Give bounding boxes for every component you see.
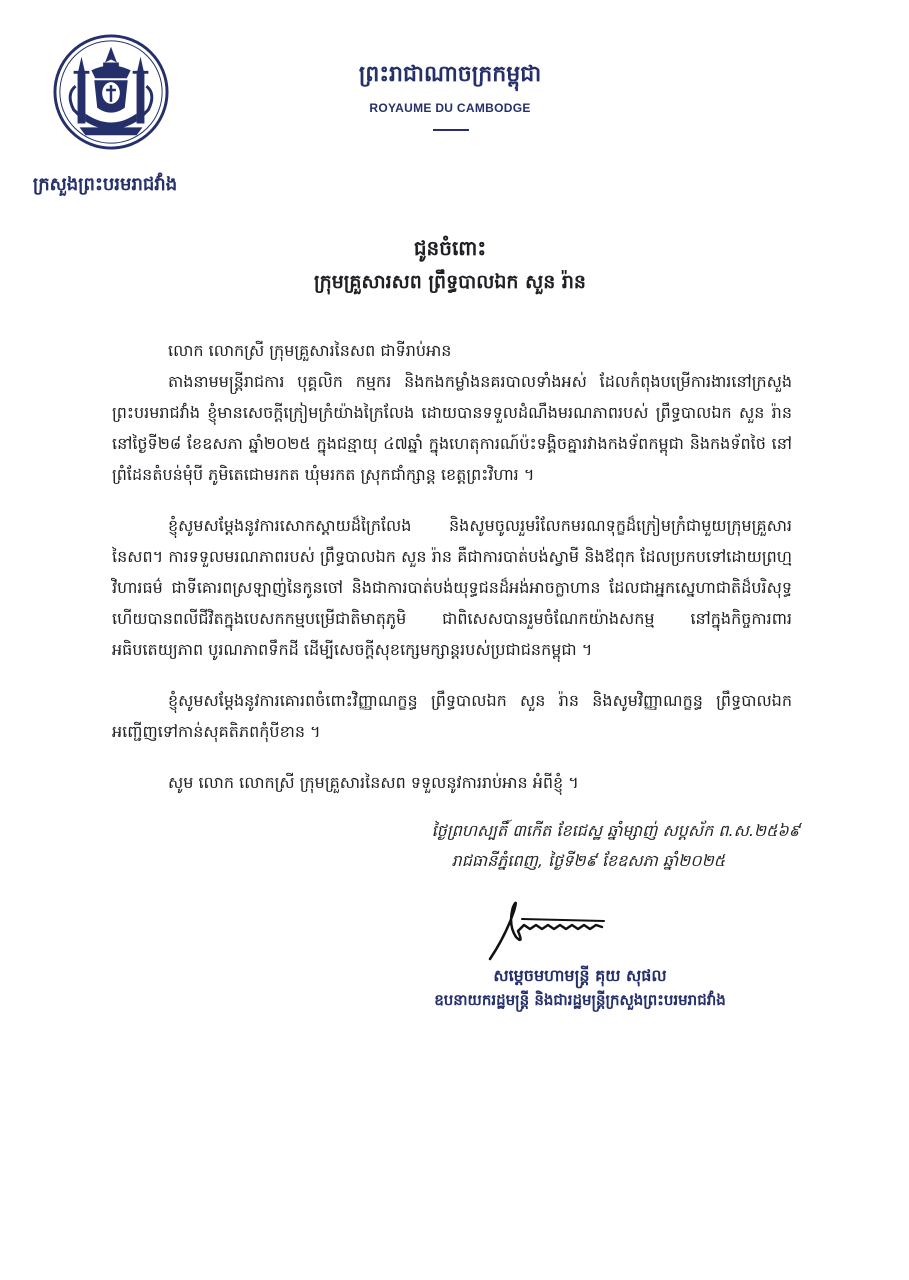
place-date: រាជធានីភ្នំពេញ, ថ្ងៃទី២៩ ខែឧសភា ឆ្នាំ២០២៥: [451, 851, 725, 870]
lunar-date: ថ្ងៃព្រហស្បតិ៍ ៣កើត ខែជេស្ឋ ឆ្នាំម្សាញ់ សប្តស័ក ព.ស.២៥៦៩: [431, 821, 800, 840]
kingdom-title-french: ROYAUME DU CAMBODGE: [369, 101, 531, 115]
title-divider: [433, 129, 469, 131]
closing-line: សូម លោក លោកស្រី ក្រុមគ្រួសារនៃសព ទទួលនូវការរាប់អាន អំពីខ្ញុំ ។: [168, 773, 579, 792]
signer-name: សម្តេចមហាមន្ត្រី គុយ សុផល: [493, 966, 667, 985]
addressee-label: ជូនចំពោះ: [413, 236, 487, 260]
signature-icon: [478, 885, 638, 965]
addressee-name: ក្រុមគ្រួសារសព ព្រឹទ្ធបាលឯក សួន រ៉ាន: [313, 271, 586, 293]
salutation: លោក លោកស្រី ក្រុមគ្រួសារនៃសព ជាទីរាប់អាន: [168, 341, 452, 360]
letter-body: [112, 335, 792, 798]
kingdom-title-khmer: ព្រះរាជាណាចក្រកម្ពុជា: [358, 62, 542, 87]
paragraph-1: តាងនាមមន្ត្រីរាជការ បុគ្គលិក កម្មករ និងកងកម្លាំងនគរបាលទាំងអស់ ដែលកំពុងបម្រើការងារនៅក្រសួងព្រះបរមរាជវាំង ខ្ញុំមានសេចក្តីក្រៀមក្រំយ៉ាងក្រៃលែង ដោយបានទទួលដំណឹងមរណភាពរបស់ ព្រឹទ្ធបាលឯក សួន រ៉ាន នៅថ្ងៃទី២៨ ខែឧសភា ឆ្នាំ២០២៥ ក្នុងជន្មាយុ ៤៧ឆ្នាំ ក្នុងហេតុការណ៍ប៉ះទង្គិចគ្នារវាងកងទ័ពកម្ពុជា និងកងទ័ពថៃ នៅព្រំដែនតំបន់មុំបី ភូមិតេជោមរកត ឃុំមរកត ស្រុកជាំក្សាន្ត ខេត្តព្រះវិហារ ។: [112, 372, 792, 484]
paragraph-2: ខ្ញុំសូមសម្តែងនូវការសោកស្តាយដ៏ក្រៃលែង និងសូមចូលរួមរំលែកមរណទុក្ខដ៏ក្រៀមក្រំជាមួយក្រុមគ្រួសារនៃសព។ ការទទួលមរណភាពរបស់ ព្រឹទ្ធបាលឯក សួន រ៉ាន គឺជាការបាត់បង់ស្វាមី និងឪពុក ដែលប្រកបទៅដោយព្រហ្មវិហារធម៌ ជាទីគោរពស្រឡាញ់នៃកូនចៅ និងជាការបាត់បង់យុទ្ធជនដ៏អង់អាចក្លាហាន ដែលជាអ្នកស្នេហាជាតិដ៏បរិសុទ្ធ ហើយបានពលីជីវិតក្នុងបេសកកម្មបម្រើជាតិមាតុភូមិ ជាពិសេសបានរួមចំណែកយ៉ាងសកម្ម នៅក្នុងកិច្ចការពារអធិបតេយ្យភាព បូរណភាពទឹកដី ដើម្បីសេចក្តីសុខក្សេមក្សាន្តរបស់ប្រជាជនកម្ពុជា ។: [112, 516, 792, 659]
signer-title: ឧបនាយករដ្ឋមន្ត្រី និងជារដ្ឋមន្ត្រីក្រសួងព្រះបរមរាជវាំង: [434, 991, 726, 1009]
paragraph-3: ខ្ញុំសូមសម្តែងនូវការគោរពចំពោះវិញ្ញាណក្ខន្ធ ព្រឹទ្ធបាលឯក សួន រ៉ាន និងសូមវិញ្ញាណក្ខន្ធ ព្រឹទ្ធបាលឯក អញ្ជើញទៅកាន់សុគតិភពកុំបីខាន ។: [112, 691, 792, 741]
royal-emblem-icon: [52, 33, 170, 151]
ministry-name: ក្រសួងព្រះបរមរាជវាំង: [32, 174, 178, 195]
